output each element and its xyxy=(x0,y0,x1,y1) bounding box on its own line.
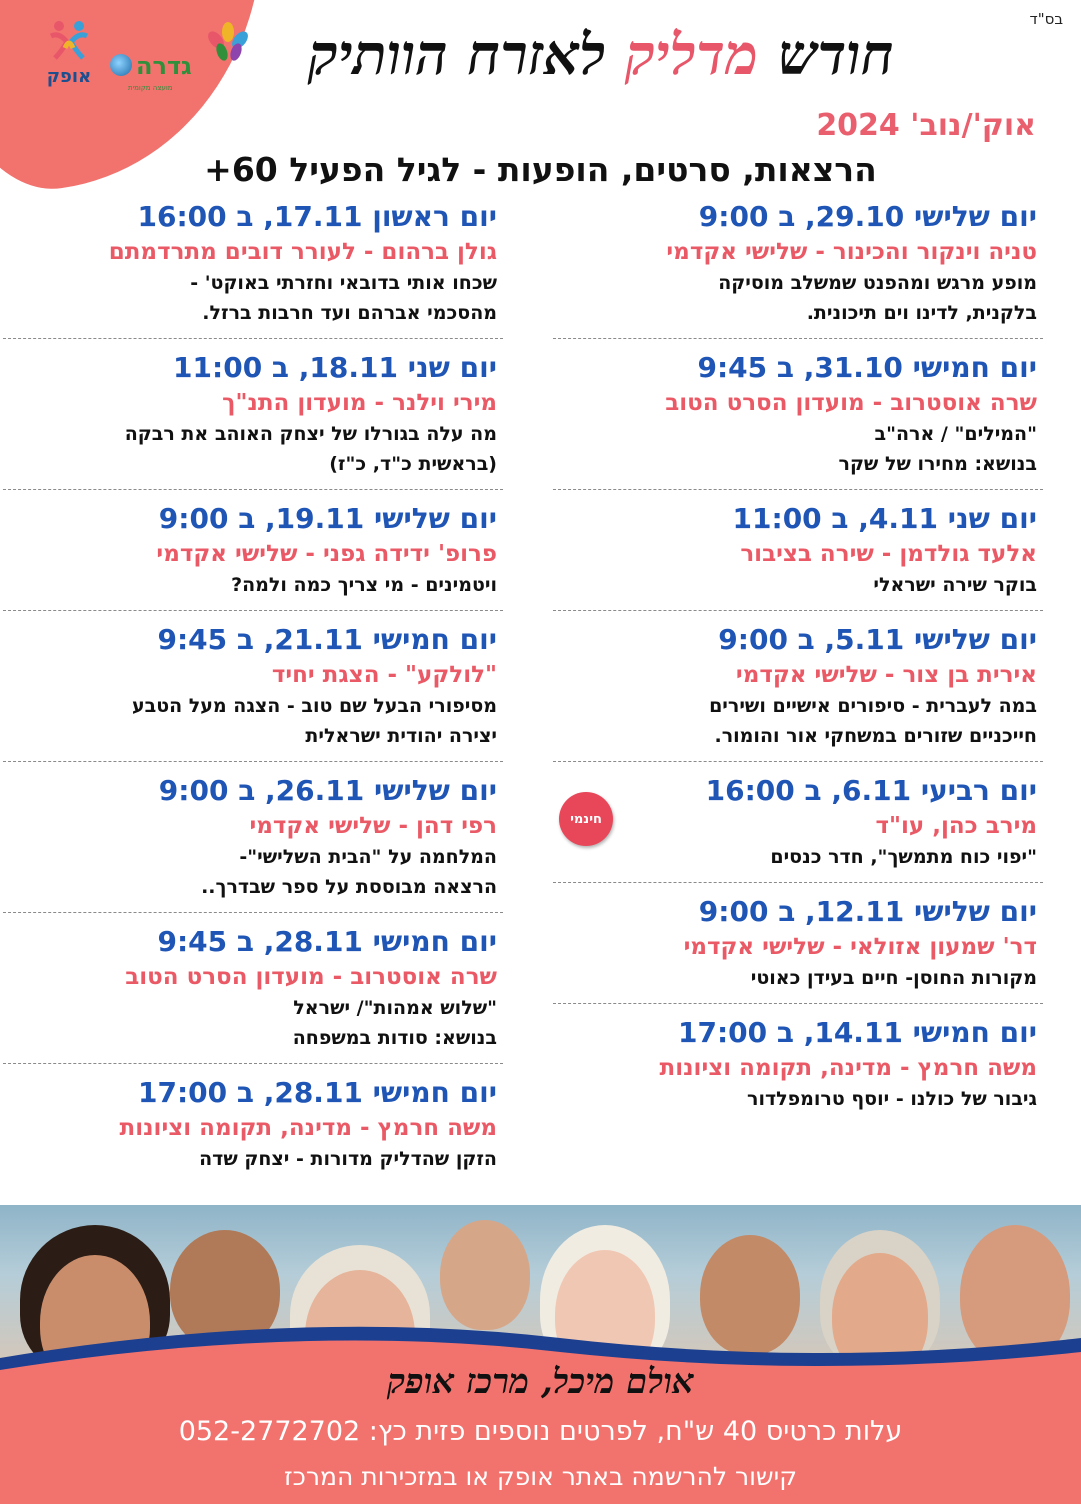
event-presenter: משה חרמץ - מדינה, תקומה וציונות xyxy=(659,1055,1037,1081)
event-description: מהסכמי אברהם ועד חרבות ברזל. xyxy=(202,302,497,324)
ofek-logo-text: אופק xyxy=(46,66,92,87)
page-subtitle: הרצאות, סרטים, הופעות - לגיל הפעיל 60+ xyxy=(204,150,877,189)
event-divider xyxy=(553,882,1043,883)
event-datetime: יום חמישי 28.11, ב 17:00 xyxy=(137,1076,497,1109)
event-description: בנושא: מחירו של שקר xyxy=(838,453,1037,475)
event-item xyxy=(553,768,1043,872)
price-contact-text: עלות כרטיס 40 ש"ח, לפרטים נוספים פזית כץ: 052-2772702 xyxy=(178,1416,903,1447)
event-datetime: יום חמישי 28.11, ב 9:45 xyxy=(157,925,497,958)
event-description: הרצאה מבוססת על ספר שבדרך.. xyxy=(201,876,497,898)
event-description: "יפוי כוח מתמשך", חדר כנסים xyxy=(770,846,1037,868)
event-description: בוקר שירה ישראלי xyxy=(873,574,1037,596)
event-item xyxy=(553,194,1043,328)
event-presenter: "לולקע" - הצגת יחיד xyxy=(271,662,497,688)
event-presenter: שרה אוסטרוב - מועדון הסרט הטוב xyxy=(665,390,1037,416)
event-description: (בראשית כ"ד, כ"ז) xyxy=(329,453,497,475)
event-divider xyxy=(3,338,503,339)
event-presenter: אלעד גולדמן - שירה בציבור xyxy=(740,541,1037,567)
event-description: המלחמה על "הבית השלישי"- xyxy=(239,846,497,868)
page-title xyxy=(251,22,951,88)
ofek-logo xyxy=(34,18,104,98)
event-datetime: יום שלישי 26.11, ב 9:00 xyxy=(158,774,497,807)
event-presenter: אירית בן צור - שלישי אקדמי xyxy=(735,662,1037,688)
date-range: אוק'/נוב' 2024 xyxy=(816,108,1036,143)
event-description: שכחו אותי בדובאי וחזרתי באוקט' - xyxy=(190,272,497,294)
venue-text: אולם מיכל, מרכז אופק xyxy=(387,1362,694,1402)
event-divider xyxy=(553,1003,1043,1004)
event-datetime: יום שני 18.11, ב 11:00 xyxy=(173,351,497,384)
event-divider xyxy=(553,761,1043,762)
event-presenter: גולן ברהום - לעורר דובים מתרדמתם xyxy=(108,239,497,265)
event-datetime: יום רביעי 6.11, ב 16:00 xyxy=(705,774,1037,807)
event-item xyxy=(553,1010,1043,1114)
event-description: מופע מרגש ומהפנט שמשלב מוסיקה xyxy=(718,272,1037,294)
events-column-right xyxy=(553,194,1043,1114)
title-part2: לאזרח הוותיק xyxy=(308,22,606,88)
event-item xyxy=(3,617,503,751)
events-column-left xyxy=(3,194,503,1174)
flower-icon xyxy=(206,22,250,66)
event-divider xyxy=(3,761,503,762)
ofek-people-icon xyxy=(47,18,91,60)
event-divider xyxy=(553,489,1043,490)
globe-icon xyxy=(110,54,132,76)
event-presenter: מירי וילנר - מועדון התנ"ך xyxy=(222,390,497,416)
event-item xyxy=(3,1070,503,1174)
event-item xyxy=(3,919,503,1053)
title-part1: חודש xyxy=(777,22,894,88)
event-description: בנושא: סודות במשפחה xyxy=(292,1027,497,1049)
event-divider xyxy=(3,489,503,490)
event-description: יצירה יהודית ישראלית xyxy=(305,725,497,747)
event-description: בלקנית, לדינו וים תיכונית. xyxy=(806,302,1037,324)
event-description: חייכניים שזורים במשחקי אור והומור. xyxy=(714,725,1037,747)
event-item xyxy=(3,194,503,328)
event-presenter: דר' שמעון אזולאי - שלישי אקדמי xyxy=(683,934,1037,960)
event-datetime: יום שני 4.11, ב 11:00 xyxy=(732,502,1037,535)
event-datetime: יום שלישי 12.11, ב 9:00 xyxy=(698,895,1037,928)
event-divider xyxy=(553,338,1043,339)
event-description: "המילים" / ארה"ב xyxy=(874,423,1037,445)
event-item xyxy=(3,496,503,600)
event-item xyxy=(553,889,1043,993)
gedera-logo-text: גדרה xyxy=(136,52,192,80)
gedera-logo xyxy=(108,22,248,98)
event-description: הזקן שהדליק מדורות - יצחק שדה xyxy=(199,1148,497,1170)
event-presenter: משה חרמץ - מדינה, תקומה וציונות xyxy=(119,1115,497,1141)
event-item xyxy=(553,496,1043,600)
event-description: במה לעברית - סיפורים אישיים ושירים xyxy=(709,695,1037,717)
event-datetime: יום חמישי 14.11, ב 17:00 xyxy=(677,1016,1037,1049)
event-description: מסיפורי הבעל שם טוב - הצגה מעל הטבע xyxy=(131,695,497,717)
event-datetime: יום חמישי 21.11, ב 9:45 xyxy=(157,623,497,656)
event-datetime: יום שלישי 19.11, ב 9:00 xyxy=(158,502,497,535)
event-item xyxy=(3,768,503,902)
event-datetime: יום שלישי 5.11, ב 9:00 xyxy=(718,623,1037,656)
event-description: "שלוש אמהות"/ ישראל xyxy=(293,997,497,1019)
event-description: מה עלה בגורלו של יצחק האוהב את רבקה xyxy=(124,423,497,445)
event-datetime: יום שלישי 29.10, ב 9:00 xyxy=(698,200,1037,233)
event-description: ויטמינים - מי צריך כמה ולמה? xyxy=(231,574,497,596)
event-divider xyxy=(3,1063,503,1064)
event-divider xyxy=(553,610,1043,611)
event-presenter: פרופ' ידידה גפני - שלישי אקדמי xyxy=(156,541,497,567)
event-presenter: שרה אוסטרוב - מועדון הסרט הטוב xyxy=(125,964,497,990)
title-accent: מדליק xyxy=(625,22,759,88)
event-item xyxy=(3,345,503,479)
event-item xyxy=(553,617,1043,751)
free-badge: חינמי xyxy=(559,792,613,846)
event-description: גיבור של כולנו - יוסף טרומפלדור xyxy=(747,1088,1037,1110)
event-datetime: יום ראשון 17.11, ב 16:00 xyxy=(137,200,497,233)
logos-area xyxy=(30,18,250,98)
bsd-mark: בס"ד xyxy=(1029,10,1063,28)
gedera-logo-subtext: מועצה מקומית xyxy=(128,84,173,92)
event-item xyxy=(553,345,1043,479)
event-presenter: מירב כהן, עו"ד xyxy=(875,813,1037,839)
registration-text: קישור להרשמה באתר אופק או במזכירות המרכז xyxy=(284,1462,797,1491)
event-datetime: יום חמישי 31.10, ב 9:45 xyxy=(697,351,1037,384)
event-divider xyxy=(3,610,503,611)
event-presenter: רפי דהן - שלישי אקדמי xyxy=(249,813,497,839)
event-description: מקורות החוסן- חיים בעידן כאוטי xyxy=(750,967,1037,989)
event-presenter: טניה וינקור והכינור - שלישי אקדמי xyxy=(666,239,1037,265)
event-divider xyxy=(3,912,503,913)
